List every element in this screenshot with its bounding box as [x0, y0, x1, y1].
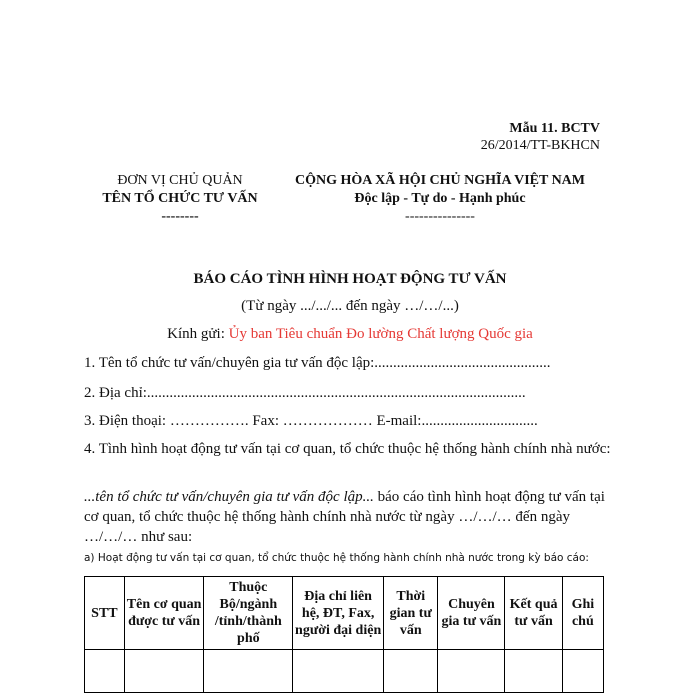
activity-paragraph: [84, 487, 614, 547]
field-activity-status: 4. Tình hình hoạt động tư vấn tại cơ quan, tổ chức thuộc hệ thống hành chính nhà nước:: [84, 441, 611, 457]
agency-divider: --------: [161, 209, 199, 224]
paragraph-org-placeholder: ...tên tổ chức tư vấn/chuyên gia tư vấn độc lập...: [84, 489, 374, 505]
table-cell: [438, 650, 505, 693]
table-cell: [562, 650, 603, 693]
activity-table: [84, 576, 604, 693]
col-result: Kết quả tư vấn: [505, 577, 562, 650]
form-number: Mẫu 11. BCTV: [509, 121, 600, 136]
national-motto: Độc lập - Tự do - Hạnh phúc: [354, 191, 526, 206]
recipient-name: Ủy ban Tiêu chuẩn Đo lường Chất lượng Quốc gia: [228, 326, 533, 342]
recipient-line: [0, 326, 700, 343]
table-cell: [293, 650, 384, 693]
country-name: CỘNG HÒA XÃ HỘI CHỦ NGHĨA VIỆT NAM: [294, 173, 585, 188]
col-note: Ghi chú: [562, 577, 603, 650]
table-header-row: [85, 577, 604, 650]
parent-unit: ĐƠN VỊ CHỦ QUẢN: [117, 173, 243, 188]
table-cell: [204, 650, 293, 693]
field-org-name: 1. Tên tổ chức tư vấn/chuyên gia tư vấn độc lập:...............................................: [84, 355, 551, 371]
col-time: Thời gian tư vấn: [384, 577, 438, 650]
col-expert: Chuyên gia tư vấn: [438, 577, 505, 650]
agency-header: [80, 172, 280, 226]
consulting-org-name: TÊN TỔ CHỨC TƯ VẤN: [102, 191, 258, 206]
section-a-heading: a) Hoạt động tư vấn tại cơ quan, tổ chức thuộc hệ thống hành chính nhà nước trong kỳ báo cáo:: [84, 552, 589, 564]
table-cell: [124, 650, 204, 693]
circular-number: 26/2014/TT-BKHCN: [480, 138, 600, 153]
table-cell: [505, 650, 562, 693]
field-address: 2. Địa chỉ:.....................................................................................................: [84, 385, 526, 401]
col-contact: Địa chỉ liên hệ, ĐT, Fax, người đại diện: [293, 577, 384, 650]
col-stt: STT: [85, 577, 125, 650]
col-ministry: Thuộc Bộ/ngành /tỉnh/thành phố: [204, 577, 293, 650]
national-header: [268, 172, 612, 226]
col-org: Tên cơ quan được tư vấn: [124, 577, 204, 650]
table-row: [85, 650, 604, 693]
field-contact: 3. Điện thoại: ……………. Fax: ……………… E-mail:...............................: [84, 413, 538, 429]
table-cell: [85, 650, 125, 693]
table-cell: [384, 650, 438, 693]
motto-divider: ---------------: [405, 209, 475, 224]
report-period: (Từ ngày .../.../... đến ngày …/…/...): [241, 298, 459, 314]
form-number-block: [481, 120, 600, 154]
paragraph-text: báo cáo tình hình hoạt động tư vấn tại cơ quan, tổ chức thuộc hệ thống hành chính nhà nước từ ngày …/…/… đến ngày …/…/… như sau:: [84, 489, 605, 545]
report-title: BÁO CÁO TÌNH HÌNH HOẠT ĐỘNG TƯ VẤN: [193, 271, 507, 287]
recipient-label: Kính gửi:: [167, 326, 229, 342]
